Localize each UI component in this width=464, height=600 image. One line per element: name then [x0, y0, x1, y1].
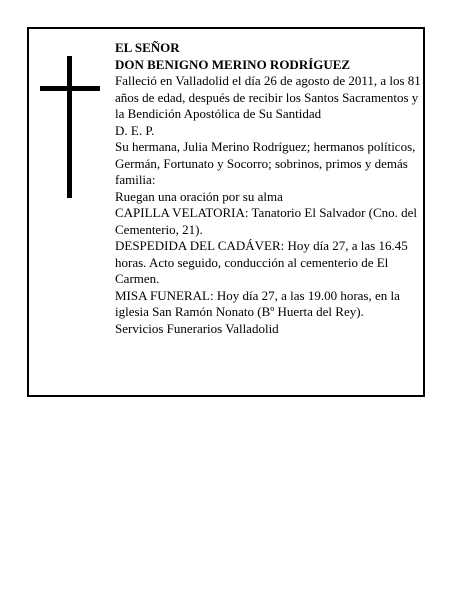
- death-paragraph: Falleció en Valladolid el día 26 de agosto de 2011, a los 81 años de edad, después de recibir los Santos Sacramentos y la Bendición Apostólica de Su Santidad: [115, 73, 421, 121]
- prayer-request: Ruegan una oración por su alma: [115, 188, 283, 204]
- cross-vertical-bar: [67, 56, 72, 198]
- chapel-info: CAPILLA VELATORIA: Tanatorio El Salvador (Cno. del Cementerio, 21).: [115, 205, 418, 237]
- rip-text: D. E. P.: [115, 122, 155, 138]
- farewell-info: DESPEDIDA DEL CADÁVER: Hoy día 27, a las 16.45 horas. Acto seguido, conducción al cementerio de El Carmen.: [115, 238, 408, 286]
- obituary-notice: [27, 27, 425, 397]
- funeral-services: Servicios Funerarios Valladolid: [115, 320, 279, 336]
- notice-text: [115, 40, 425, 337]
- title-line-1: EL SEÑOR: [115, 40, 180, 55]
- deceased-name: DON BENIGNO MERINO RODRÍGUEZ: [115, 56, 351, 72]
- family-paragraph: Su hermana, Julia Merino Rodríguez; hermanos políticos, Germán, Fortunato y Socorro; sobrinos, primos y demás familia:: [115, 139, 416, 187]
- cross-icon: [40, 56, 102, 198]
- funeral-mass-info: MISA FUNERAL: Hoy día 27, a las 19.00 horas, en la iglesia San Ramón Nonato (Bº Huerta del Rey).: [115, 287, 400, 319]
- cross-horizontal-bar: [40, 86, 100, 91]
